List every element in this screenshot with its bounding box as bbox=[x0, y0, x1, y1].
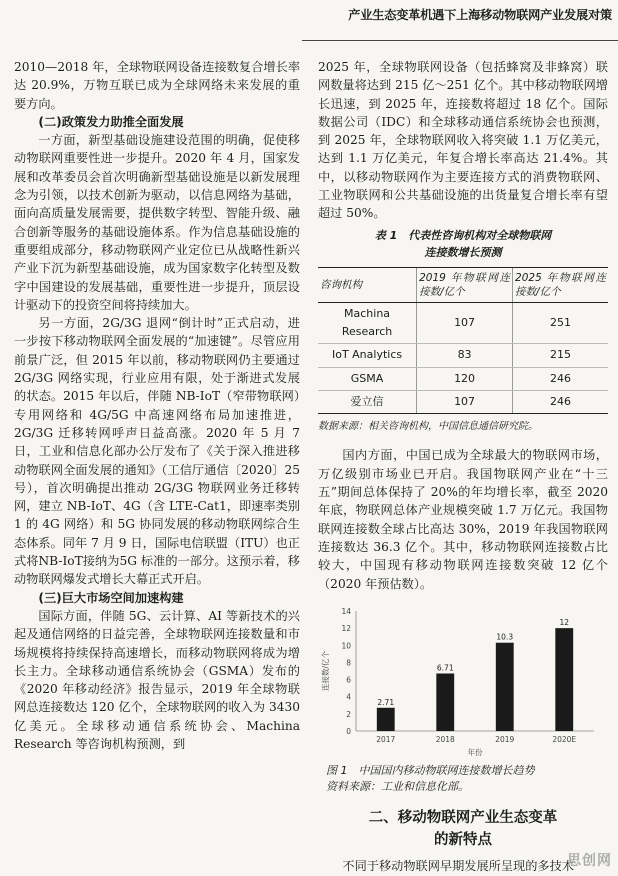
section-heading-line: 二、移动物联网产业生态变革 bbox=[368, 809, 558, 826]
bar-value-label: 6.71 bbox=[436, 663, 454, 673]
y-tick-label: 2 bbox=[346, 709, 351, 719]
site-logo: 思创网 bbox=[567, 853, 612, 869]
table-caption-line: 表 1 代表性咨询机构对全球物联网 bbox=[374, 228, 552, 242]
x-tick-label: 2017 bbox=[376, 734, 396, 744]
table-header: 咨询机构 bbox=[318, 267, 417, 302]
paragraph: 不同于移动物联网早期发展所呈现的多技术 bbox=[342, 858, 574, 873]
table-header: 2019 年物联网连接数/亿个 bbox=[417, 267, 513, 302]
header-rule bbox=[302, 40, 618, 41]
y-tick-label: 4 bbox=[346, 692, 351, 702]
table-cell: GSMA bbox=[318, 367, 417, 390]
figure-caption bbox=[318, 763, 608, 795]
table-row bbox=[318, 367, 608, 390]
subsection-heading: (二)政策发力助推全面发展 bbox=[38, 114, 184, 129]
table-cell: 246 bbox=[513, 390, 608, 413]
table-source: 数据来源：相关咨询机构，中国信息通信研究院。 bbox=[318, 421, 538, 433]
bar bbox=[436, 673, 454, 731]
table-cell: Machina Research bbox=[318, 302, 417, 344]
section-heading bbox=[318, 807, 608, 851]
figure-caption-line: 图 1 中国国内移动物联网连接数增长趋势 bbox=[326, 763, 535, 777]
table-cell: 83 bbox=[417, 344, 513, 367]
paragraph: 国际方面，伴随 5G、云计算、AI 等新技术的兴起及通信网络的日益完善，全球物联网连接数量和市场规模将持续保持高速增长，而移动物联网将成为增长主力。全球移动通信系统协会（GSMA）发布的《2020 年移动经济》报告显示，2019 年全球物联网总连接数达 120 亿个，全球物联网的收入为 3430 亿美元。全球移动通信系统协会、Machina Research 等咨询机构预测，到 bbox=[14, 608, 300, 751]
table-cell: 251 bbox=[513, 302, 608, 344]
table-cell: 120 bbox=[417, 367, 513, 390]
bar bbox=[555, 628, 573, 731]
table-cell: 107 bbox=[417, 302, 513, 344]
y-tick-label: 14 bbox=[341, 606, 351, 616]
y-tick-label: 0 bbox=[346, 726, 351, 736]
table-header: 2025 年物联网连接数/亿个 bbox=[513, 267, 608, 302]
table-row bbox=[318, 302, 608, 344]
connections-bar-chart bbox=[318, 601, 608, 759]
table-header-row bbox=[318, 267, 608, 302]
bar-value-label: 12 bbox=[559, 617, 570, 627]
x-tick-label: 2019 bbox=[495, 734, 515, 744]
table-cell: IoT Analytics bbox=[318, 344, 417, 367]
x-axis-label: 年份 bbox=[467, 747, 483, 757]
bar bbox=[377, 708, 395, 731]
right-column bbox=[318, 58, 608, 875]
table-cell: 爱立信 bbox=[318, 390, 417, 413]
table-cell: 246 bbox=[513, 367, 608, 390]
paragraph: 一方面，新型基础设施建设范围的明确，促使移动物联网重要性进一步提升。2020 年 4 月，国家发展和改革委员会首次明确新型基础设施是以新发展理念为引领，以技术创新为驱动，以信息网络为基础，面向高质量发展需要，提供数字转型、智能升级、融合创新等服务的基础设施体系。作为信息基础设施的重要组成部分，移动物联网产业定位已从战略性新兴产业下沉为新型基础设施，成为国家数字化转型及数字中国建设的发展基础，重要性进一步提升，顶层设计驱动下的投资空间将持续加大。 bbox=[14, 133, 300, 312]
forecast-table bbox=[318, 267, 608, 414]
y-tick-label: 10 bbox=[341, 641, 351, 651]
figure-source: 资料来源：工业和信息化部。 bbox=[326, 779, 469, 793]
subsection-heading: (三)巨大市场空间加速构建 bbox=[38, 590, 184, 605]
bar-value-label: 2.71 bbox=[377, 697, 395, 707]
y-tick-label: 12 bbox=[341, 623, 351, 633]
y-tick-label: 6 bbox=[346, 675, 351, 685]
table-cell: 215 bbox=[513, 344, 608, 367]
bar-value-label: 10.3 bbox=[496, 632, 514, 642]
table-row bbox=[318, 390, 608, 413]
section-heading-line: 的新特点 bbox=[434, 831, 492, 848]
table-caption-line: 连接数增长预测 bbox=[424, 245, 502, 259]
table-row bbox=[318, 344, 608, 367]
paragraph: 2010—2018 年，全球物联网设备连接数复合增长率达 20.9%，万物互联已成为全球网络未来发展的重要方向。 bbox=[14, 60, 300, 111]
x-tick-label: 2020E bbox=[552, 734, 577, 744]
left-column bbox=[14, 58, 300, 753]
paragraph: 另一方面，2G/3G 退网“倒计时”正式启动，进一步按下移动物联网全面发展的“加速键”。尽管应用前景广泛，但 2015 年以前，移动物联网仍主要通过 2G/3G 网络实现，行业应用有限，处于渐进式发展的状态。2015 年以后，伴随 NB-IoT（窄带物联网）专用网络和 4G/5G 中高速网络布局加速推进，2G/3G 迁移转网呼声日益高涨。2020 年 5 月 7 日，工业和信息化部办公厅发布了《关于深入推进移动物联网全面发展的通知》（工信厅通信〔2020〕25 号），首次明确提出推动 2G/3G 物联网业务迁移转网，建立 NB-IoT、4G（含 LTE-Cat1，即速率类别 1 的 4G 网络）和 5G 协同发展的移动物联网综合生态体系。同年 7 月 9 日，国际电信联盟（ITU）也正式将NB-IoT接纳为5G 标准的一部分。这预示着，移动物联网爆发式增长大幕正式开启。 bbox=[14, 316, 300, 587]
paragraph: 2025 年，全球物联网设备（包括蜂窝及非蜂窝）联网数量将达到 215 亿～251 亿个。其中移动物联网增长迅速，到 2025 年，连接数将超过 18 亿个。国际数据公司（IDC）和全球移动通信系统协会也预测，到 2025 年，全球物联网收入将突破 1.1 万亿美元，达到 1.1 万亿美元，年复合增长率高达 21.4%。其中，以移动物联网作为主要连接方式的消费物联网、工业物联网和公共基础设施的出货量复合增长率有望超过 50%。 bbox=[318, 60, 608, 221]
table-cell: 107 bbox=[417, 390, 513, 413]
y-axis-label: 连接数/亿个 bbox=[321, 650, 330, 691]
table-caption bbox=[318, 227, 608, 261]
running-header: 产业生态变革机遇下上海移动物联网产业发展对策 bbox=[348, 8, 612, 22]
x-tick-label: 2018 bbox=[435, 734, 455, 744]
paragraph: 国内方面，中国已成为全球最大的物联网市场，万亿级别市场业已开启。我国物联网产业在“十三五”期间总体保持了 20%的年均增长率，截至 2020 年底，物联网总体产业规模突破 1.7 万亿元。我国物联网连接数全球占比高达 30%，2019 年我国物联网连接数达 36.3 亿个。其中，移动物联网连接数占比较大，中国现有移动物联网连接数突破 12 亿个（2020 年预估数）。 bbox=[318, 448, 608, 591]
bar bbox=[496, 643, 514, 731]
y-tick-label: 8 bbox=[346, 658, 351, 668]
